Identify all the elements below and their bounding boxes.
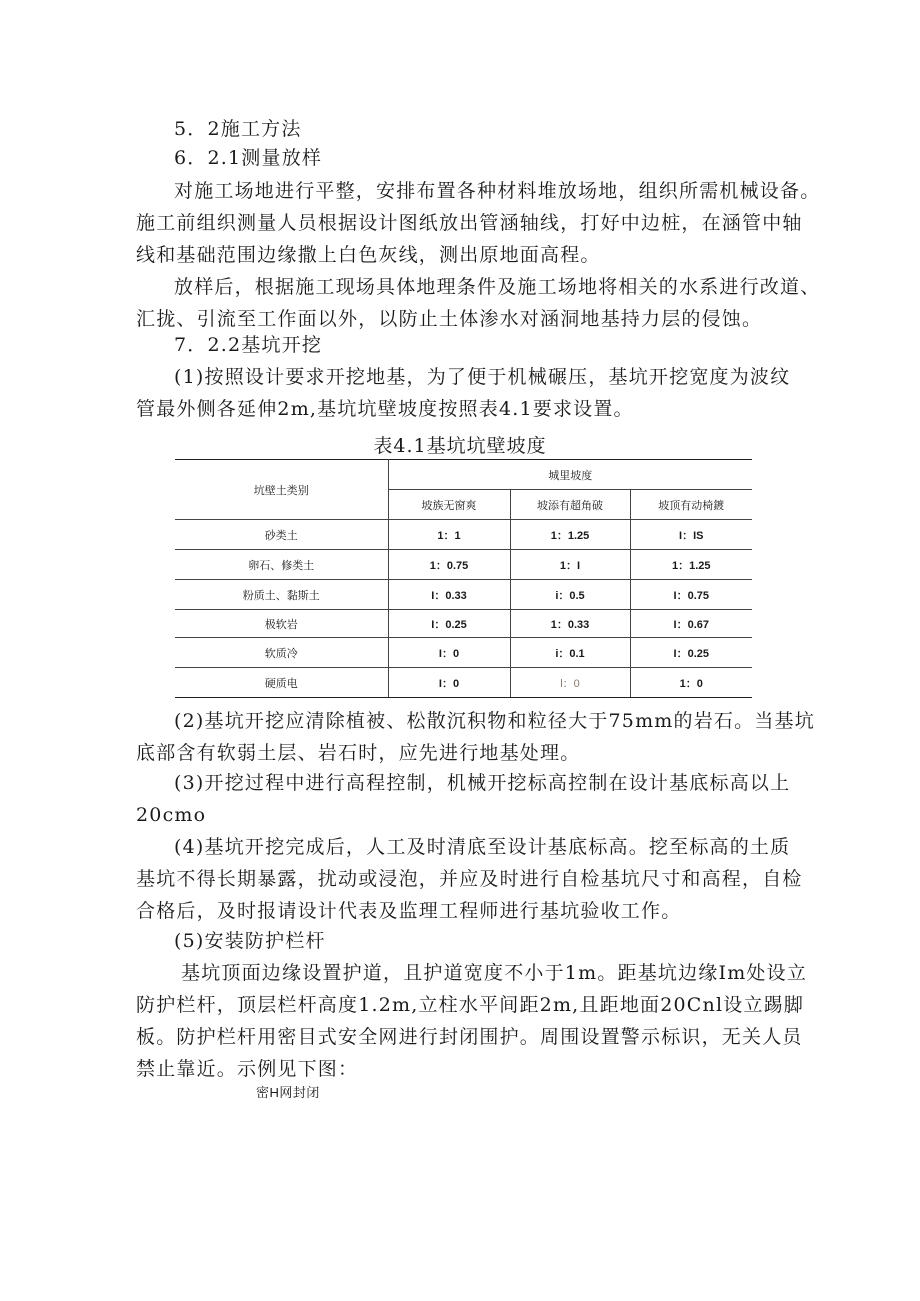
table-row (175, 638, 752, 668)
table-cell: 1：I (510, 550, 630, 580)
paragraph-line: (4)基坑开挖完成后，人工及时清底至设计基底标高。挖至标高的土质 (174, 836, 791, 858)
paragraph-line: 基坑顶面边缘设置护道，且护道宽度不小于1m。距基坑边缘Im处设立 (181, 962, 808, 984)
table-cell: I：0.33 (388, 580, 510, 610)
paragraph-line: 对施工场地进行平整，安排布置各种材料堆放场地，组织所需机械设备。 (174, 180, 821, 202)
paragraph-line: 合格后，及时报请设计代表及监理工程师进行基坑验收工作。 (136, 900, 682, 922)
table-cell: I：0.75 (630, 580, 752, 610)
table-cell-label: 极软岩 (175, 610, 388, 638)
table-header-sub: 坡顶有动椅鍍 (630, 490, 752, 520)
table-header-sub: 坡族无窗爽 (388, 490, 510, 520)
section-heading-7-2-2: 7．2.2基坑开挖 (174, 334, 323, 356)
table-cell: i：0.1 (510, 638, 630, 668)
table-cell: I：0.25 (388, 610, 510, 638)
table-header-sub: 坡添有超角破 (510, 490, 630, 520)
paragraph-line: (1)按照设计要求开挖地基，为了便于机械碾压，基坑开挖宽度为波纹 (174, 366, 791, 388)
section-heading-5-2: 5．2施工方法 (174, 118, 302, 140)
table-cell-label: 硬质电 (175, 668, 388, 698)
table-cell: 1：0.75 (388, 550, 510, 580)
table-cell: i：0.5 (510, 580, 630, 610)
table-row (175, 580, 752, 610)
table-header-soil-type: 坑壁土类别 (175, 460, 388, 520)
section-heading-6-2-1: 6．2.1测量放样 (174, 147, 323, 169)
paragraph-line: 20cmo (136, 804, 207, 826)
table-cell: 1：1.25 (630, 550, 752, 580)
table-cell: I：0 (388, 638, 510, 668)
table-cell: I：0.25 (630, 638, 752, 668)
paragraph-line: 防护栏杆，顶层栏杆高度1.2m,立柱水平间距2m,且距地面20Cnl设立踢脚 (136, 994, 805, 1016)
section-heading-5: (5)安装防护栏杆 (174, 930, 326, 952)
table-cell: l：0 (510, 668, 630, 698)
slope-table (175, 459, 752, 698)
paragraph-line: 施工前组织测量人员根据设计图纸放出管涵轴线，打好中边桩，在涵管中轴 (136, 212, 803, 234)
paragraph-line: 禁止靠近。示例见下图： (136, 1058, 359, 1080)
paragraph-line: (2)基坑开挖应清除植被、松散沉积物和粒径大于75mm的岩石。当基坑 (174, 710, 815, 732)
table-cell: 1：1.25 (510, 520, 630, 550)
table-cell-label: 卵石、修类土 (175, 550, 388, 580)
figure-label: 密H网封闭 (256, 1085, 320, 1100)
paragraph-line: 基坑不得长期暴露，扰动或浸泡，并应及时进行自检基坑尺寸和高程，自检 (136, 868, 803, 890)
table-row (175, 550, 752, 580)
table-cell: 1：0 (630, 668, 752, 698)
table-cell-label: 粉质土、黏斯土 (175, 580, 388, 610)
paragraph-line: 放样后，根据施工现场具体地理条件及施工场地将相关的水系进行改道、 (174, 276, 821, 298)
paragraph-line: 汇拢、引流至工作面以外，以防止土体渗水对涵洞地基持力层的侵蚀。 (136, 308, 763, 330)
table-row (175, 610, 752, 638)
table-header-slope-group: 城里坡度 (388, 460, 752, 490)
table-cell: I：IS (630, 520, 752, 550)
paragraph-line: 管最外侧各延伸2m,基坑坑壁坡度按照表4.1要求设置。 (136, 398, 634, 420)
table-row (175, 668, 752, 698)
table-cell: I：0 (388, 668, 510, 698)
table-cell: I：0.67 (630, 610, 752, 638)
table-cell: 1：0.33 (510, 610, 630, 638)
paragraph-line: 板。防护栏杆用密目式安全网进行封闭围护。周围设置警示标识，无关人员 (136, 1026, 803, 1048)
table-row (175, 520, 752, 550)
table-cell-label: 软质冷 (175, 638, 388, 668)
table-cell: 1：1 (388, 520, 510, 550)
paragraph-line: (3)开挖过程中进行高程控制，机械开挖标高控制在设计基底标高以上 (174, 772, 791, 794)
paragraph-line: 线和基础范围边缘撒上白色灰线，测出原地面高程。 (136, 244, 601, 266)
paragraph-line: 底部含有软弱土层、岩石时，应先进行地基处理。 (136, 742, 581, 764)
table-caption: 表4.1基坑坑壁坡度 (373, 435, 547, 457)
table-cell-label: 砂类土 (175, 520, 388, 550)
